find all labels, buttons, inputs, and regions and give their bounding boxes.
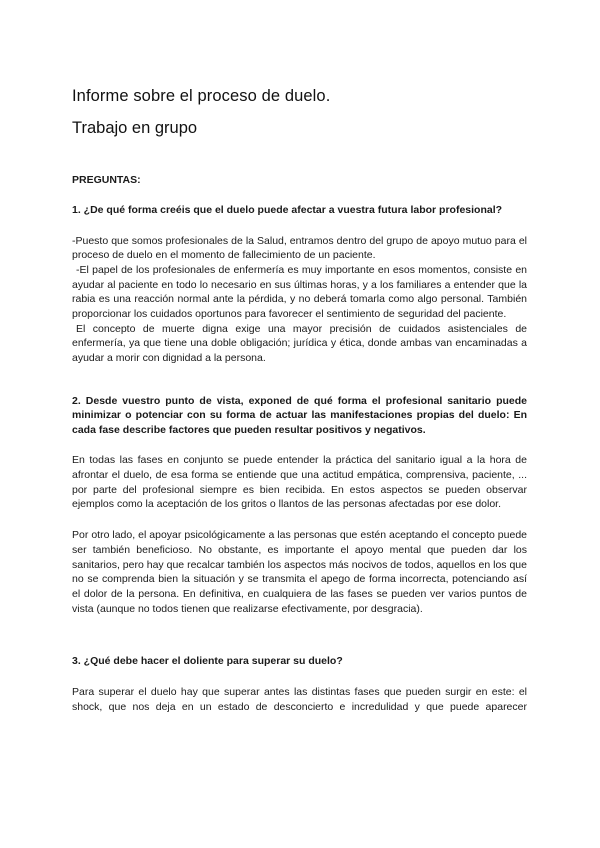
answer-paragraph: El concepto de muerte digna exige una mayor precisión de cuidados asistenciales de enfermería, ya que tiene una doble obligación; jurídica y ética, donde ambas van encaminadas a ayudar a morir con dignidad a la persona. xyxy=(72,322,527,365)
question-2 xyxy=(72,394,527,617)
document-body xyxy=(72,85,527,714)
question-heading: 3. ¿Qué debe hacer el doliente para superar su duelo? xyxy=(72,655,343,668)
question-heading: 2. Desde vuestro punto de vista, exponed de qué forma el profesional sanitario puede minimizar o potenciar con su forma de actuar las manifestaciones propias del duelo: En cada fase describe factores que pueden resultar positivos y negativos. xyxy=(72,394,527,436)
question-3 xyxy=(72,654,527,714)
document-subtitle: Trabajo en grupo xyxy=(72,119,198,137)
section-label: PREGUNTAS: xyxy=(72,174,141,186)
answer-paragraph: -El papel de los profesionales de enfermería es muy importante en esos momentos, consiste en ayudar al paciente en todo lo necesario en sus últimas horas, y a los familiares a entender que la rabia es una reacción normal ante la pérdida, y no deberá tomarla como algo personal. También proporcionar los cuidados oportunos para favorecer el sentimiento de seguridad del paciente. xyxy=(72,263,527,321)
answer-paragraph: Por otro lado, el apoyar psicológicamente a las personas que estén aceptando el concepto puede ser también beneficioso. No obstante, es importante el apoyo mental que pueden dar los sanitarios, pero hay que recalcar también los aspectos más nocivos de todos, aquellos en los que no se comprenda bien la situación y se transmita el apego de forma incorrecta, potenciando así el dolor de la persona. En definitiva, en cualquiera de las fases se pueden ver varios puntos de vista (aunque no todos tienen que realizarse efectivamente, por desgracia). xyxy=(72,529,527,615)
document-title: Informe sobre el proceso de duelo. xyxy=(72,87,331,105)
answer-paragraph: -Puesto que somos profesionales de la Salud, entramos dentro del grupo de apoyo mutuo para el proceso de duelo en el momento de fallecimiento de un paciente. xyxy=(72,234,527,262)
question-1 xyxy=(72,203,527,366)
answer-paragraph: En todas las fases en conjunto se puede entender la práctica del sanitario igual a la hora de afrontar el duelo, de esa forma se entiende que una actitud empática, comprensiva, paciente, ... por parte del profesional siempre es bien recibida. En estos aspectos se pueden observar ejemplos como la aceptación de los gritos o llantos de las personas afectadas por ese dolor. xyxy=(72,454,527,511)
question-heading: 1. ¿De qué forma creéis que el duelo puede afectar a vuestra futura labor profesional? xyxy=(72,204,503,216)
answer-paragraph: Para superar el duelo hay que superar antes las distintas fases que pueden surgir en este: el shock, que nos deja en un estado de desconcierto e incredulidad y que puede aparecer xyxy=(72,685,527,713)
